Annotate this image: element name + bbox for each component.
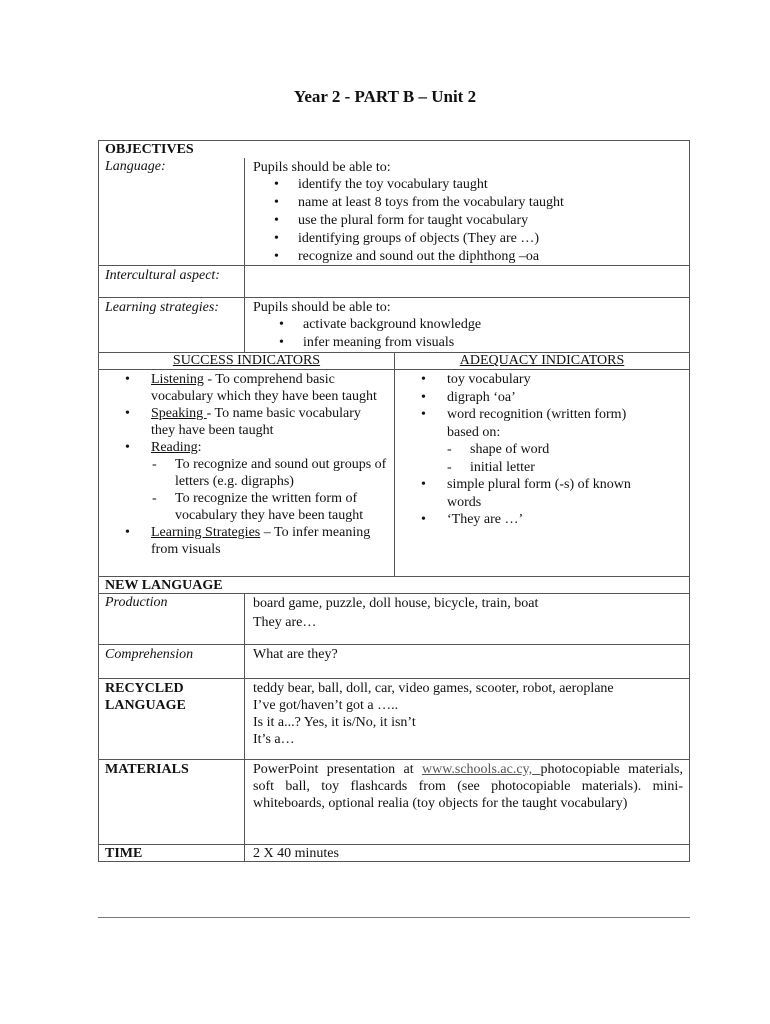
production-line: board game, puzzle, doll house, bicycle, train, boat (253, 596, 539, 611)
success-indicators-heading: SUCCESS INDICATORS (99, 353, 395, 369)
recycled-line: Is it a...? Yes, it is/No, it isn’t (253, 715, 416, 730)
adequacy-indicators-heading: ADEQUACY INDICATORS (459, 353, 625, 368)
strategies-cell (245, 298, 689, 352)
list-item: - shape of word (470, 441, 649, 459)
footer-divider (98, 917, 690, 918)
new-language-heading-row (99, 576, 689, 593)
schools-link[interactable]: www.schools.ac.cy, (421, 762, 541, 777)
production-line: They are… (253, 615, 317, 630)
materials-label: MATERIALS (99, 760, 245, 844)
list-item: • digraph ‘oa’ (447, 389, 649, 407)
list-item: • Listening - To comprehend basic vocabulary which they have been taught (151, 371, 388, 405)
list-item: • name at least 8 toys from the vocabulary taught (298, 194, 683, 212)
materials-row (99, 759, 689, 844)
adequacy-list (395, 371, 689, 529)
intercultural-row (99, 265, 689, 297)
production-cell (245, 594, 689, 644)
list-item: • use the plural form for taught vocabulary (298, 212, 683, 230)
lesson-plan-table (98, 140, 690, 862)
list-item: • identify the toy vocabulary taught (298, 176, 683, 194)
indicators-row (99, 369, 689, 576)
page-title: Year 2 - PART B – Unit 2 (293, 87, 477, 106)
strategies-label: Learning strategies: (99, 298, 245, 352)
list-item: • activate background knowledge (303, 316, 683, 334)
recycled-line: It’s a… (253, 732, 295, 747)
success-list (99, 371, 394, 558)
comprehension-row (99, 644, 689, 678)
new-language-heading: NEW LANGUAGE (105, 578, 223, 593)
language-intro: Pupils should be able to: (253, 160, 391, 175)
language-row (99, 158, 689, 265)
strategies-intro: Pupils should be able to: (253, 300, 391, 315)
intercultural-label: Intercultural aspect: (99, 266, 245, 297)
adequacy-sublist (447, 441, 649, 476)
list-item: • infer meaning from visuals (303, 334, 683, 352)
language-cell (245, 158, 689, 265)
language-list (253, 176, 683, 266)
materials-text: PowerPoint presentation at www.schools.ac.cy, photocopiable materials, soft ball, toy flashcards from (see photocopiable materials). mini-whiteboards, optional realia (toy objects for the taught vocabulary) (253, 762, 683, 811)
strategies-row (99, 297, 689, 352)
reading-sublist (151, 456, 388, 524)
comprehension-value: What are they? (253, 647, 338, 662)
production-row (99, 593, 689, 644)
production-label: Production (99, 594, 245, 644)
list-item: • identifying groups of objects (They are …) (298, 230, 683, 248)
language-label: Language: (99, 158, 245, 265)
recycled-line: I’ve got/haven’t got a ….. (253, 698, 399, 713)
list-item: - To recognize the written form of vocabulary they have been taught (175, 490, 388, 524)
recycled-label: RECYCLED LANGUAGE (99, 679, 245, 759)
time-label: TIME (99, 845, 245, 861)
recycled-cell (245, 679, 689, 759)
strategies-list (253, 316, 683, 352)
list-item: - To recognize and sound out groups of letters (e.g. digraphs) (175, 456, 388, 490)
list-item: • Learning Strategies – To infer meaning from visuals (151, 524, 388, 558)
recycled-row (99, 678, 689, 759)
list-item: • simple plural form (-s) of known words (447, 476, 649, 511)
time-row (99, 844, 689, 861)
objectives-heading: OBJECTIVES (105, 142, 194, 157)
list-item: • recognize and sound out the diphthong –oa (298, 248, 683, 266)
adequacy-indicators-cell (395, 370, 689, 576)
recycled-line: teddy bear, ball, doll, car, video games, scooter, robot, aeroplane (253, 681, 614, 696)
intercultural-cell (245, 266, 689, 297)
success-indicators-cell (99, 370, 395, 576)
list-item: • Speaking - To name basic vocabulary they have been taught (151, 405, 388, 439)
list-item: • Reading: - To recognize and sound out groups of letters (e.g. digraphs) - To recognize the written form of vocabulary they have been taught (151, 439, 388, 524)
list-item: • toy vocabulary (447, 371, 649, 389)
indicators-heading-row (99, 352, 689, 369)
list-item: • ‘They are …’ (447, 511, 649, 529)
comprehension-label: Comprehension (99, 645, 245, 678)
list-item: • word recognition (written form) based on: - shape of word - initial letter (447, 406, 649, 476)
list-item: - initial letter (470, 459, 649, 477)
time-value: 2 X 40 minutes (253, 846, 339, 861)
objectives-heading-row (99, 141, 689, 158)
